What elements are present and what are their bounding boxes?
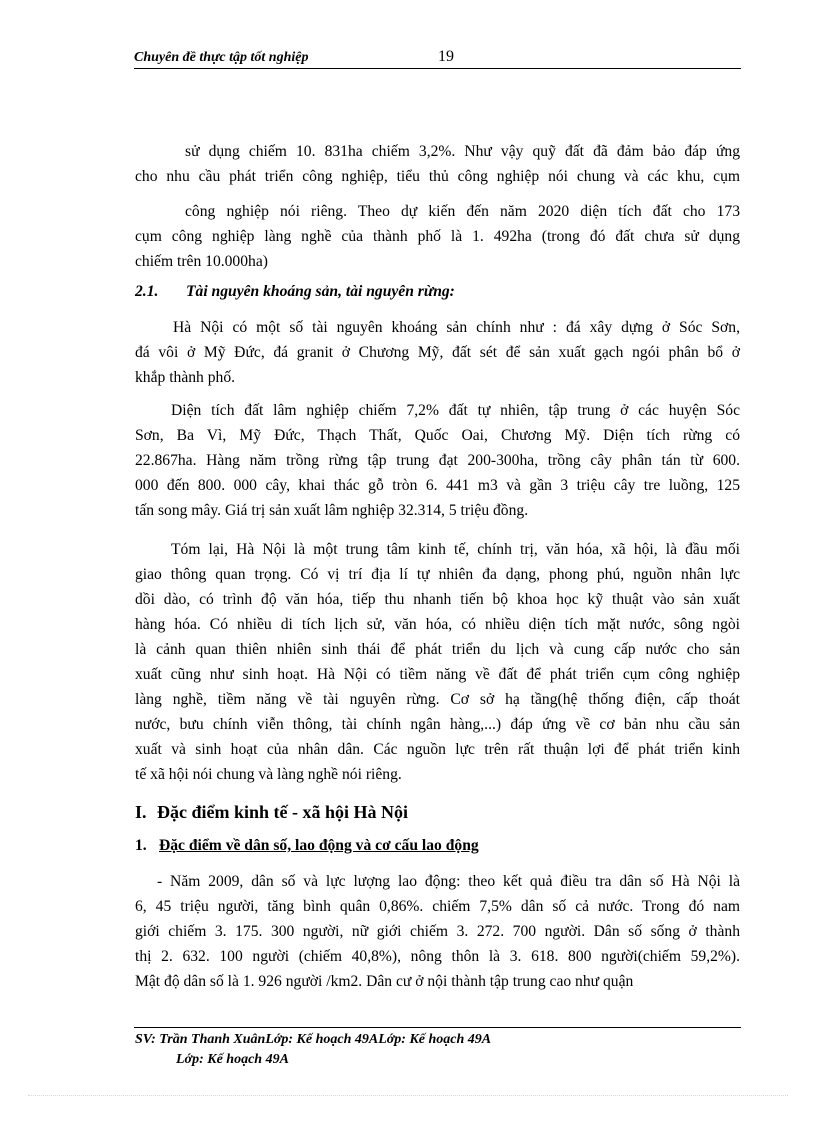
text-line: - Năm 2009, dân số và lực lượng lao động: theo kết quả điều tra dân số Hà Nội là xyxy=(157,873,740,890)
paragraph-land-use xyxy=(135,139,740,189)
text-line: tấn song mây. Giá trị sản xuất lâm nghiệp 32.314, 5 triệu đồng. xyxy=(135,502,529,519)
text-line: công nghiệp nói riêng. Theo dự kiến đến năm 2020 diện tích đất cho 173 xyxy=(185,203,740,220)
paragraph-forestry xyxy=(135,398,740,523)
section-heading-I xyxy=(135,802,408,823)
text-line: khắp thành phố. xyxy=(135,369,236,386)
section-number: 2.1. xyxy=(135,283,159,300)
text-line: cụm công nghiệp làng nghề của thành phố là 1. 492ha (trong đó đất chưa sử dụng xyxy=(135,228,740,245)
paragraph-minerals xyxy=(135,315,740,390)
text-line: Hà Nội có một số tài nguyên khoáng sản chính như : đá xây dựng ở Sóc Sơn, xyxy=(173,319,740,336)
section-title: Tài nguyên khoáng sản, tài nguyên rừng: xyxy=(186,283,455,300)
section-number: I. xyxy=(135,802,147,822)
paragraph-industrial-clusters xyxy=(135,199,740,274)
text-line: là cảnh quan thiên nhiên sinh thái để phát triển du lịch và cung cấp nước cho sản xyxy=(135,641,740,658)
text-line: 22.867ha. Hàng năm trồng rừng tập trung đạt 200-300ha, trồng cây phân tán từ 600. xyxy=(135,452,740,469)
text-line: Mật độ dân số là 1. 926 người /km2. Dân cư ở nội thành tập trung cao như quận xyxy=(135,973,634,990)
text-line: tế xã hội nói chung và làng nghề nói riêng. xyxy=(135,766,402,783)
text-line: chiếm trên 10.000ha) xyxy=(135,253,268,270)
text-line: sử dụng chiếm 10. 831ha chiếm 3,2%. Như vậy quỹ đất đã đảm bảo đáp ứng xyxy=(185,143,740,160)
page-number: 19 xyxy=(438,48,454,65)
footer-divider xyxy=(134,1027,741,1028)
paragraph-summary xyxy=(135,537,740,787)
section-title: Đặc điểm kinh tế - xã hội Hà Nội xyxy=(157,802,409,822)
section-heading-1 xyxy=(135,837,479,855)
text-line: hàng hóa. Có nhiều di tích lịch sử, văn hóa, có nhiều diện tích mặt nước, sông ngòi xyxy=(135,616,740,633)
text-line: 6, 45 triệu người, tăng bình quân 0,86%. chiếm 7,5% dân số cả nước. Trong đó nam xyxy=(135,898,740,915)
text-line: làng nghề, tiềm năng về tài nguyên rừng. Cơ sở hạ tầng(hệ thống điện, cấp thoát xyxy=(135,691,740,708)
page-bottom-border xyxy=(28,1095,788,1096)
text-line: Sơn, Ba Vì, Mỹ Đức, Thạch Thất, Quốc Oai, Chương Mỹ. Diện tích rừng có xyxy=(135,427,740,444)
text-line: thị 2. 632. 100 người (chiếm 40,8%), nông thôn là 3. 618. 800 người(chiếm 59,2%). xyxy=(135,948,740,965)
text-line: Tóm lại, Hà Nội là một trung tâm kinh tế, chính trị, văn hóa, xã hội, là đầu mối xyxy=(171,541,740,558)
header-title: Chuyên đề thực tập tốt nghiệp xyxy=(134,50,309,65)
text-line: xuất cũng như sinh hoạt. Hà Nội có tiềm năng về đất để phát triển cụm công nghiệp xyxy=(135,666,740,683)
text-line: Diện tích đất lâm nghiệp chiếm 7,2% đất tự nhiên, tập trung ở các huyện Sóc xyxy=(171,402,740,419)
paragraph-population xyxy=(135,869,740,994)
header-divider xyxy=(134,68,741,69)
section-number: 1. xyxy=(135,837,147,854)
text-line: cho nhu cầu phát triển công nghiệp, tiểu thủ công nghiệp nói chung và các khu, cụm xyxy=(135,168,740,185)
section-title: Đặc điểm về dân số, lao động và cơ cấu lao động xyxy=(159,837,479,854)
footer-class-line: Lớp: Kế hoạch 49A xyxy=(176,1052,289,1067)
text-line: giao thông quan trọng. Có vị trí địa lí tự nhiên đa dạng, phong phú, nguồn nhân lực xyxy=(135,566,740,583)
text-line: giới chiếm 3. 175. 300 người, nữ giới chiếm 3. 272. 700 người. Dân số sống ở thành xyxy=(135,923,740,940)
text-line: đá vôi ở Mỹ Đức, đá granit ở Chương Mỹ, đất sét để sản xuất gạch ngói phân bổ ở xyxy=(135,344,740,361)
text-line: xuất và sinh hoạt của nhân dân. Các nguồn lực trên rất thuận lợi để phát triển kinh xyxy=(135,741,740,758)
text-line: 000 đến 800. 000 cây, khai thác gỗ tròn 6. 441 m3 và gần 3 triệu cây tre luồng, 125 xyxy=(135,477,740,494)
footer-student-line: SV: Trần Thanh XuânLớp: Kế hoạch 49ALớp: Kế hoạch 49A xyxy=(135,1032,492,1047)
text-line: nước, bưu chính viễn thông, tài chính ngân hàng,...) đáp ứng về cơ bản nhu cầu sản xyxy=(135,716,740,733)
text-line: dồi dào, có trình độ văn hóa, tiếp thu nhanh tiến bộ khoa học kỹ thuật vào sản xuất xyxy=(135,591,740,608)
section-heading-2-1 xyxy=(135,283,455,301)
